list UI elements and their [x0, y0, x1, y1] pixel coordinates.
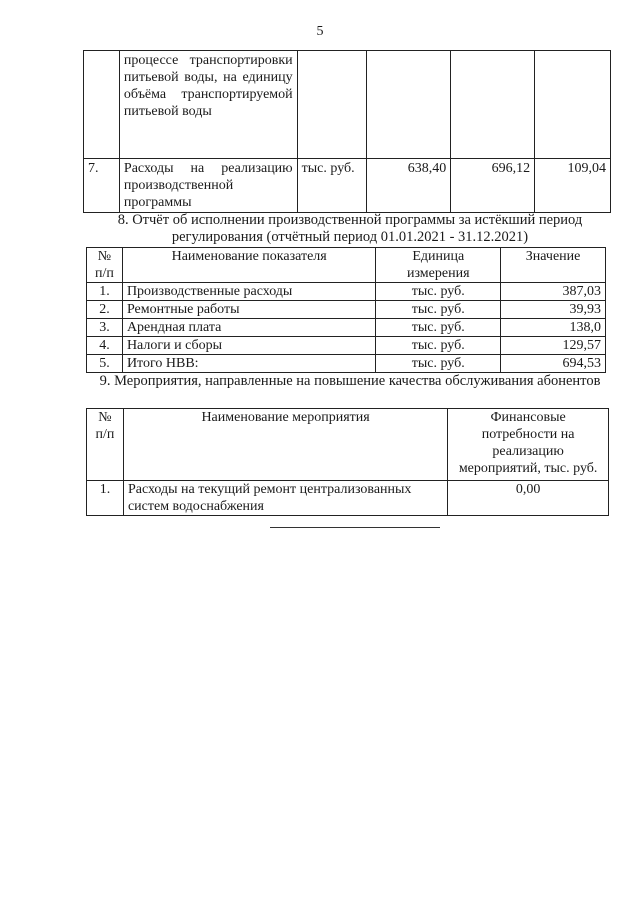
row-value: 129,57: [501, 337, 606, 355]
table-row: [84, 51, 611, 159]
row-unit: тыс. руб.: [376, 301, 501, 319]
row-number: 5.: [87, 355, 123, 373]
header-name: Наименование мероприятия: [123, 409, 447, 481]
row-name: Производственные расходы: [122, 283, 375, 301]
row-value: 694,53: [501, 355, 606, 373]
row-number: 1.: [87, 283, 123, 301]
row-name: Расходы на реализацию производственной программы: [119, 159, 297, 213]
row-number: 2.: [87, 301, 123, 319]
table-cell: [451, 51, 535, 159]
row-name: Расходы на текущий ремонт централизованных систем водоснабжения: [123, 481, 447, 516]
header-num: № п/п: [87, 409, 124, 481]
report-table: [86, 247, 606, 373]
row-unit: тыс. руб.: [376, 355, 501, 373]
row-value: 39,93: [501, 301, 606, 319]
page-number: 5: [316, 24, 324, 39]
table-header-row: [87, 248, 606, 283]
continued-indicator-text: процессе транспортировки питьевой воды, на единицу объёма транспортируемой питьевой воды: [119, 51, 297, 159]
table-row: [87, 355, 606, 373]
row-unit: тыс. руб.: [376, 283, 501, 301]
separator-line: [270, 527, 440, 528]
row-value: 0,00: [448, 481, 609, 516]
table-row: [87, 319, 606, 337]
header-num: № п/п: [87, 248, 123, 283]
row-number: 1.: [87, 481, 124, 516]
measures-table: [86, 408, 609, 516]
table-row: [87, 301, 606, 319]
program-costs-table: [83, 50, 611, 213]
row-number: 4.: [87, 337, 123, 355]
table-row: [87, 481, 609, 516]
row-number: 7.: [84, 159, 120, 213]
table-cell: [535, 51, 611, 159]
row-name: Итого НВВ:: [122, 355, 375, 373]
header-unit: Единица измерения: [376, 248, 501, 283]
table-cell: [297, 51, 367, 159]
row-name: Арендная плата: [122, 319, 375, 337]
table-cell: [367, 51, 451, 159]
table-header-row: [87, 409, 609, 481]
table-row: [84, 159, 611, 213]
header-name: Наименование показателя: [122, 248, 375, 283]
row-value: 387,03: [501, 283, 606, 301]
row-value: 696,12: [451, 159, 535, 213]
section-9-title: 9. Мероприятия, направленные на повышение качества обслуживания абонентов: [99, 373, 601, 389]
table-cell: [84, 51, 120, 159]
row-name: Налоги и сборы: [122, 337, 375, 355]
row-value: 109,04: [535, 159, 611, 213]
row-value: 138,0: [501, 319, 606, 337]
table-row: [87, 283, 606, 301]
row-name: Ремонтные работы: [122, 301, 375, 319]
row-unit: тыс. руб.: [376, 319, 501, 337]
row-unit: тыс. руб.: [376, 337, 501, 355]
row-value: 638,40: [367, 159, 451, 213]
table-row: [87, 337, 606, 355]
section-8-title: 8. Отчёт об исполнении производственной программы за истёкший период регулирования (отчётный период 01.01.2021 - 31.12.2021): [117, 212, 583, 245]
header-finance: Финансовые потребности на реализацию мероприятий, тыс. руб.: [448, 409, 609, 481]
row-unit: тыс. руб.: [297, 159, 367, 213]
row-number: 3.: [87, 319, 123, 337]
header-value: Значение: [501, 248, 606, 283]
